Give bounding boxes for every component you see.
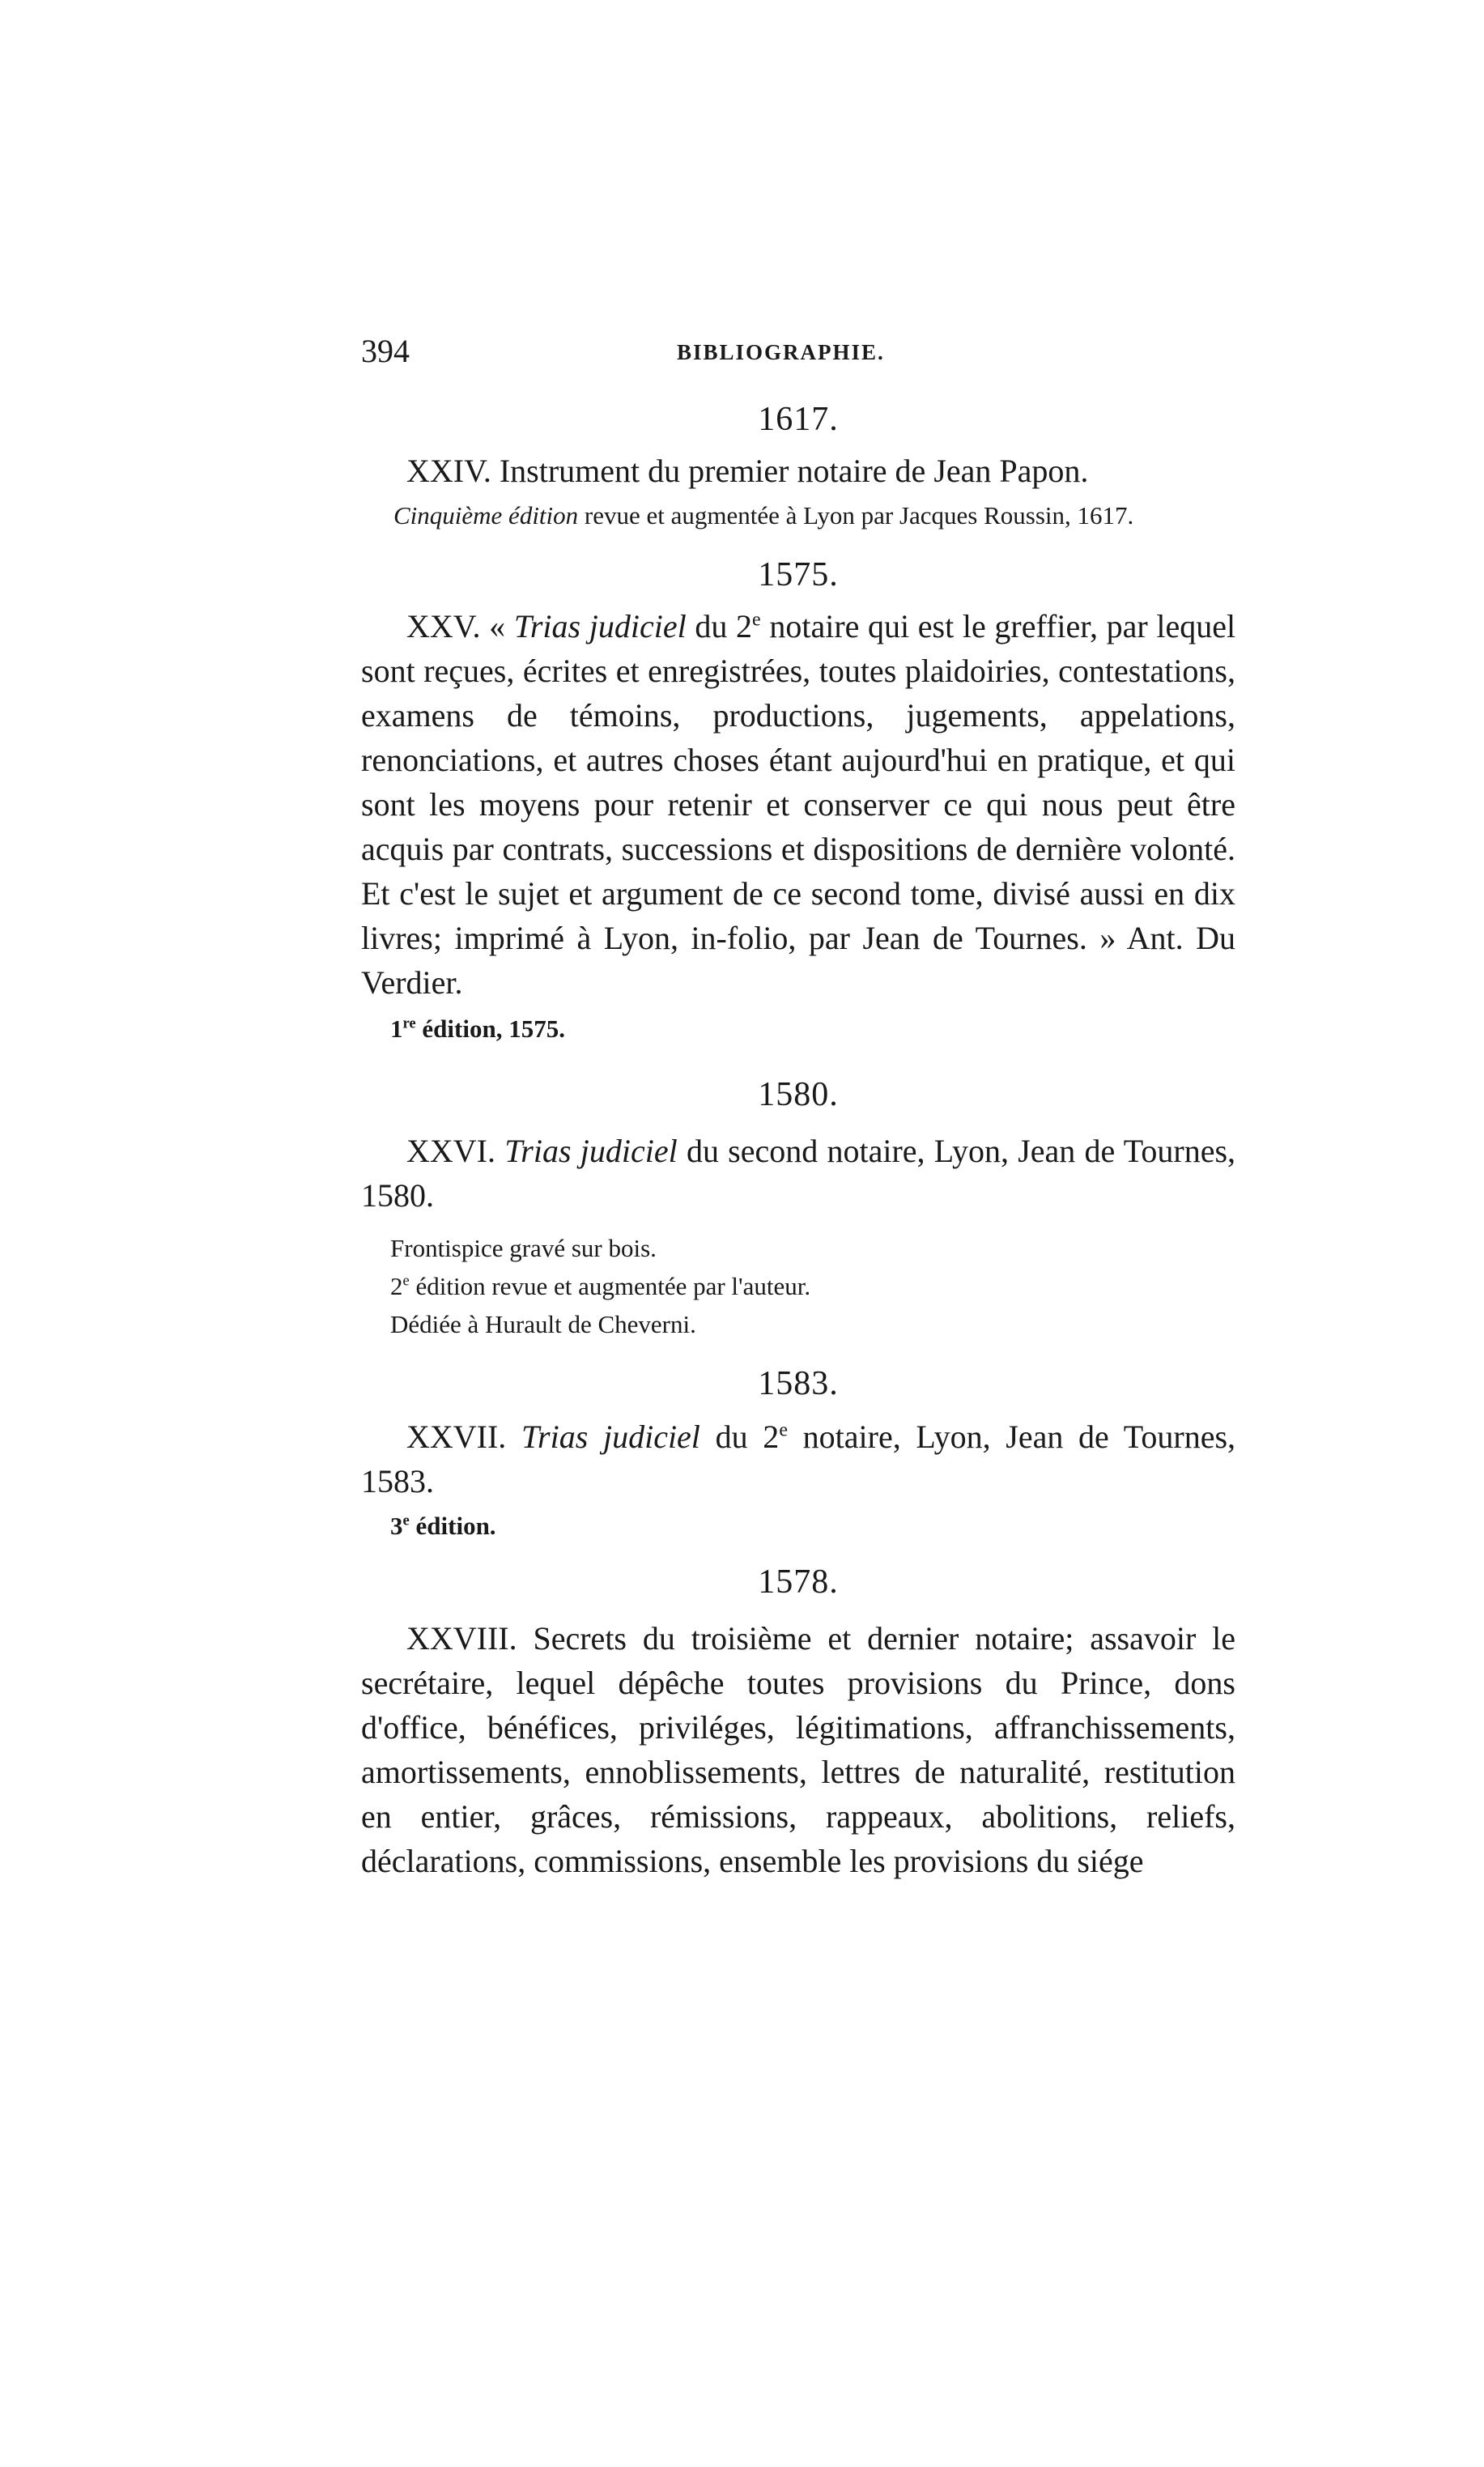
entry-note [361,496,1235,534]
year-heading: 1580. [758,1076,839,1113]
entry-note [361,1010,1235,1048]
work-title: Trias judiciel [521,1419,700,1455]
entry-text: Instrument du premier notaire de Jean Papon. [499,453,1089,489]
note-text: édition revue et augmentée par l'auteur. [415,1272,811,1300]
page-content [361,395,1235,1883]
note-prefix: 2 [390,1272,403,1300]
entry-number: XXIV. [406,453,491,489]
ordinal-suffix: e [402,1272,410,1290]
entry-note [361,1507,1235,1545]
year-heading: 1578. [758,1563,839,1601]
entry-text-lead: du 2 [695,608,753,644]
year-heading: 1575. [758,556,839,593]
entry-number: XXVIII. [406,1620,517,1657]
page-number: 394 [361,333,410,369]
note-italic: Cinquième édition [393,501,579,530]
entry-text-lead: du 2 [715,1419,780,1455]
entry-xxviii [361,1616,1235,1883]
note-line: Frontispice gravé sur bois. [390,1234,657,1262]
entry-xxiv [361,449,1235,493]
entry-text: du second notaire, Lyon, Jean de Tournes, 1580. [361,1133,1236,1214]
entry-xxvii [361,1414,1235,1504]
entry-xxv [361,604,1235,1005]
note-text: revue et augmentée à Lyon par Jacques Roussin, 1617. [584,501,1134,530]
year-heading: 1617. [758,401,839,438]
year-heading: 1583. [758,1365,839,1402]
ordinal-suffix: e [402,1512,410,1529]
quote-mark: « [489,608,506,644]
work-title: Trias judiciel [513,608,687,644]
note-prefix: 3 [390,1512,403,1540]
entry-number: XXVI. [406,1133,495,1169]
work-title: Trias judiciel [504,1133,678,1169]
entry-number: XXVII. [406,1419,507,1455]
entry-text: notaire qui est le greffier, par lequel sont reçues, écrites et enregistrées, toutes plaidoiries, contestations, examens de témoins, productions, jugements, appelations, renonciations, et autres choses étant aujourd'hui en pratique, et qui sont les moyens pour retenir et conserver ce qui nous peut être acquis par contrats, successions et dispositions de dernière volonté. Et c'est le sujet et argument de ce second tome, divisé aussi en dix livres; imprimé à Lyon, in-folio, par Jean de Tournes. » Ant. Du Verdier. [361,608,1236,1001]
running-head [361,332,1235,381]
note-text: édition. [415,1512,496,1540]
entry-number: XXV. [406,608,481,644]
ordinal-suffix: re [402,1014,416,1032]
note-prefix: 1 [390,1014,403,1043]
entry-text: Secrets du troisième et dernier notaire; assavoir le secrétaire, lequel dépêche toutes provisions du Prince, dons d'office, bénéfices, priviléges, légitimations, affranchissements, amortissements, ennoblissements, lettres de naturalité, restitution en entier, grâces, rémissions, rappeaux, abolitions, reliefs, déclarations, commissions, ensemble les provisions du siége [361,1620,1236,1879]
note-line [361,1267,1235,1305]
note-text: édition, 1575. [422,1014,565,1043]
ordinal-suffix: e [752,609,761,631]
entry-notes [361,1229,1235,1343]
entry-text: notaire, Lyon, Jean de Tournes, 1583. [361,1419,1236,1499]
note-line: Dédiée à Hurault de Cheverni. [390,1310,696,1338]
running-title: BIBLIOGRAPHIE. [677,340,885,364]
entry-xxvi [361,1129,1235,1218]
ordinal-suffix: e [779,1419,788,1441]
